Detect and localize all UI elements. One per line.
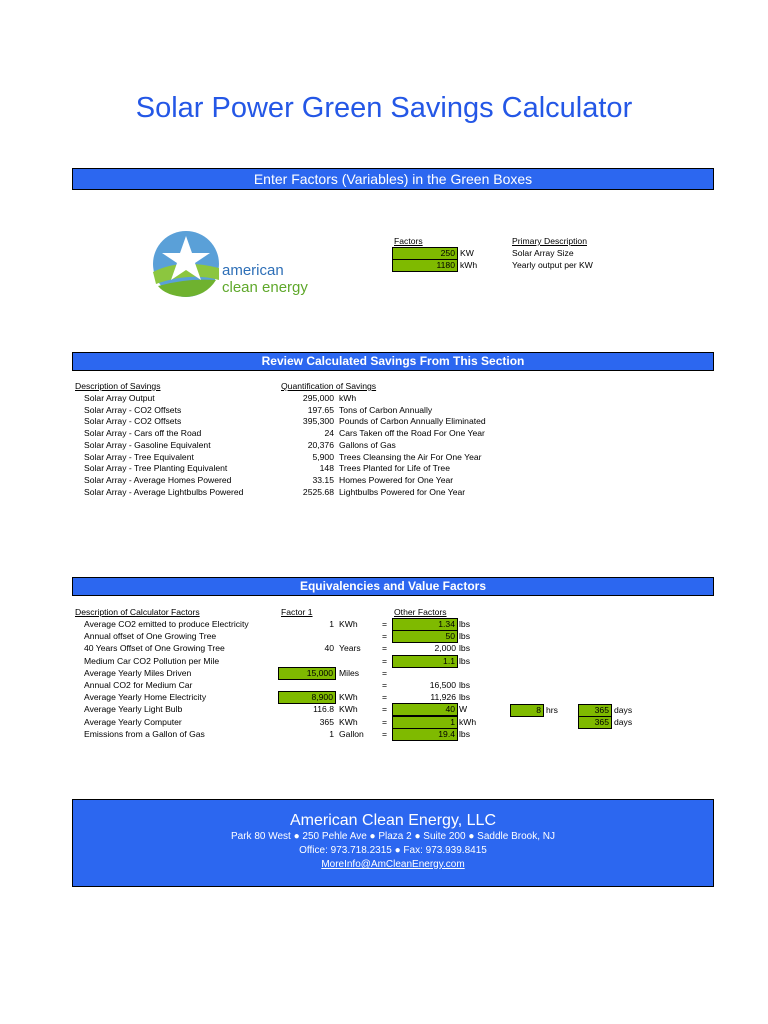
other-factor-value: 2,000 — [434, 643, 456, 654]
savings-desc-header: Description of Savings — [75, 381, 161, 391]
calc-label: Annual CO2 for Medium Car — [84, 680, 193, 690]
savings-unit: Trees Planted for Life of Tree — [339, 463, 450, 474]
review-savings-banner: Review Calculated Savings From This Section — [72, 352, 714, 371]
equals-sign: = — [382, 704, 388, 715]
savings-value: 2525.68 — [302, 486, 334, 497]
factor1-value: 40 — [324, 643, 334, 654]
other-factor-value: 16,500 — [429, 680, 456, 690]
savings-unit: Cars Taken off the Road For One Year — [339, 428, 485, 439]
factor-description: Solar Array Size — [512, 248, 574, 258]
other-factor-input[interactable]: 1 — [392, 716, 458, 729]
factor1-value: 116.8 — [313, 704, 334, 715]
solar-array-size-input[interactable]: 250 — [392, 247, 458, 260]
company-name: American Clean Energy, LLC — [289, 812, 497, 829]
company-address: Park 80 West ● 250 Pehle Ave ● Plaza 2 ● Suite 200 ● Saddle Brook, NJ — [231, 831, 555, 842]
savings-label: Solar Array - Gasoline Equivalent — [84, 439, 211, 450]
savings-value: 33.15 — [312, 474, 334, 485]
footer — [72, 799, 714, 887]
savings-label: Solar Array - CO2 Offsets — [84, 404, 182, 415]
calc-label: Emissions from a Gallon of Gas — [84, 728, 205, 739]
light-days-input[interactable]: 365 — [578, 704, 612, 717]
factor-description: Yearly output per KW — [512, 260, 593, 270]
factor1-unit: KWh — [339, 619, 358, 629]
logo — [150, 228, 340, 300]
factor1-value: 1 — [329, 619, 334, 629]
calc-label: Average Yearly Computer — [84, 716, 182, 727]
company-phone: Office: 973.718.2315 ● Fax: 973.939.8415 — [299, 845, 487, 856]
other-factor-unit: lbs — [459, 643, 470, 654]
enter-factors-banner: Enter Factors (Variables) in the Green Boxes — [72, 168, 714, 190]
savings-label: Solar Array - Cars off the Road — [84, 428, 202, 439]
savings-unit: Gallons of Gas — [339, 439, 396, 450]
savings-unit: Lightbulbs Powered for One Year — [339, 486, 466, 497]
equals-sign: = — [382, 655, 388, 666]
logo-line1: american — [222, 262, 284, 279]
calc-label: Average Yearly Miles Driven — [84, 667, 192, 678]
factor1-input[interactable]: 8,900 — [278, 691, 336, 704]
other-factor-unit: lbs — [459, 728, 470, 739]
calc-factor1-header: Factor 1 — [281, 607, 313, 617]
factor1-value: 365 — [319, 716, 334, 727]
other-factor-unit: lbs — [459, 631, 470, 642]
equals-sign: = — [382, 619, 388, 629]
savings-label: Solar Array Output — [84, 393, 155, 403]
yearly-output-input[interactable]: 1180 — [392, 259, 458, 272]
factors-header: Factors — [394, 236, 423, 246]
equals-sign: = — [382, 680, 388, 690]
other-factor-input[interactable]: 1.34 — [392, 618, 458, 631]
calc-label: Medium Car CO2 Pollution per Mile — [84, 655, 220, 666]
savings-value: 5,900 — [312, 451, 334, 462]
factor1-unit: Miles — [339, 667, 360, 678]
hrs-unit: hrs — [546, 705, 558, 715]
savings-label: Solar Array - Average Homes Powered — [84, 474, 232, 485]
other-factor-unit: lbs — [459, 680, 470, 690]
factor1-input[interactable]: 15,000 — [278, 667, 336, 680]
logo-emblem-icon — [150, 228, 230, 300]
calc-label: Annual offset of One Growing Tree — [84, 631, 217, 642]
factor1-unit: KWh — [339, 716, 358, 727]
other-factor-unit: W — [459, 704, 468, 715]
equivalencies-banner: Equivalencies and Value Factors — [72, 577, 714, 596]
savings-unit: Tons of Carbon Annually — [339, 404, 433, 415]
other-factor-input[interactable]: 50 — [392, 630, 458, 643]
other-factor-unit: kWh — [459, 716, 477, 727]
equals-sign: = — [382, 631, 388, 642]
other-factor-unit: lbs — [459, 655, 470, 666]
equals-sign: = — [382, 692, 388, 703]
page-title: Solar Power Green Savings Calculator — [135, 92, 633, 124]
calc-other-header: Other Factors — [394, 607, 447, 617]
logo-line2: clean energy — [222, 279, 308, 296]
computer-days-input[interactable]: 365 — [578, 716, 612, 729]
other-factor-value: 11,926 — [430, 692, 456, 703]
savings-label: Solar Array - Tree Equivalent — [84, 451, 194, 462]
savings-value: 24 — [324, 428, 334, 439]
equals-sign: = — [382, 716, 388, 727]
savings-value: 197.65 — [307, 404, 334, 415]
savings-value: 295,000 — [302, 393, 334, 403]
factor1-unit: Years — [339, 643, 361, 654]
other-factor-input[interactable]: 19.4 — [392, 728, 458, 741]
factor1-value: 1 — [329, 728, 334, 739]
email-link[interactable]: MoreInfo@AmCleanEnergy.com — [321, 859, 465, 870]
calc-desc-header: Description of Calculator Factors — [75, 607, 200, 617]
savings-value: 20,376 — [307, 439, 334, 450]
savings-unit: Trees Cleansing the Air For One Year — [339, 451, 482, 462]
factor-unit: kWh — [460, 260, 478, 270]
other-factor-input[interactable]: 40 — [392, 703, 458, 716]
calc-label: Average Yearly Home Electricity — [84, 692, 207, 703]
factor-unit: KW — [460, 248, 474, 258]
savings-unit: kWh — [339, 393, 357, 403]
factor1-unit: Gallon — [339, 728, 364, 739]
savings-quant-header: Quantification of Savings — [281, 381, 377, 391]
factor1-unit: KWh — [339, 704, 358, 715]
other-factor-unit: lbs — [459, 692, 470, 703]
days-unit: days — [614, 705, 633, 715]
other-factor-unit: lbs — [459, 619, 470, 629]
savings-label: Solar Array - CO2 Offsets — [84, 416, 182, 427]
savings-label: Solar Array - Average Lightbulbs Powered — [84, 486, 244, 497]
savings-value: 395,300 — [302, 416, 334, 427]
other-factor-input[interactable]: 1.1 — [392, 655, 458, 668]
light-hours-input[interactable]: 8 — [510, 704, 544, 717]
factor1-unit: KWh — [339, 692, 358, 703]
calc-label: Average Yearly Light Bulb — [84, 704, 183, 715]
savings-value: 148 — [319, 463, 334, 474]
equals-sign: = — [382, 667, 388, 678]
calc-label: 40 Years Offset of One Growing Tree — [84, 643, 225, 654]
days-unit: days — [614, 717, 633, 727]
savings-unit: Homes Powered for One Year — [339, 474, 454, 485]
primary-description-header: Primary Description — [512, 236, 587, 246]
equals-sign: = — [382, 728, 388, 739]
savings-label: Solar Array - Tree Planting Equivalent — [84, 463, 228, 474]
calc-label: Average CO2 emitted to produce Electricity — [84, 619, 249, 629]
equals-sign: = — [382, 643, 388, 654]
savings-unit: Pounds of Carbon Annually Eliminated — [339, 416, 486, 427]
